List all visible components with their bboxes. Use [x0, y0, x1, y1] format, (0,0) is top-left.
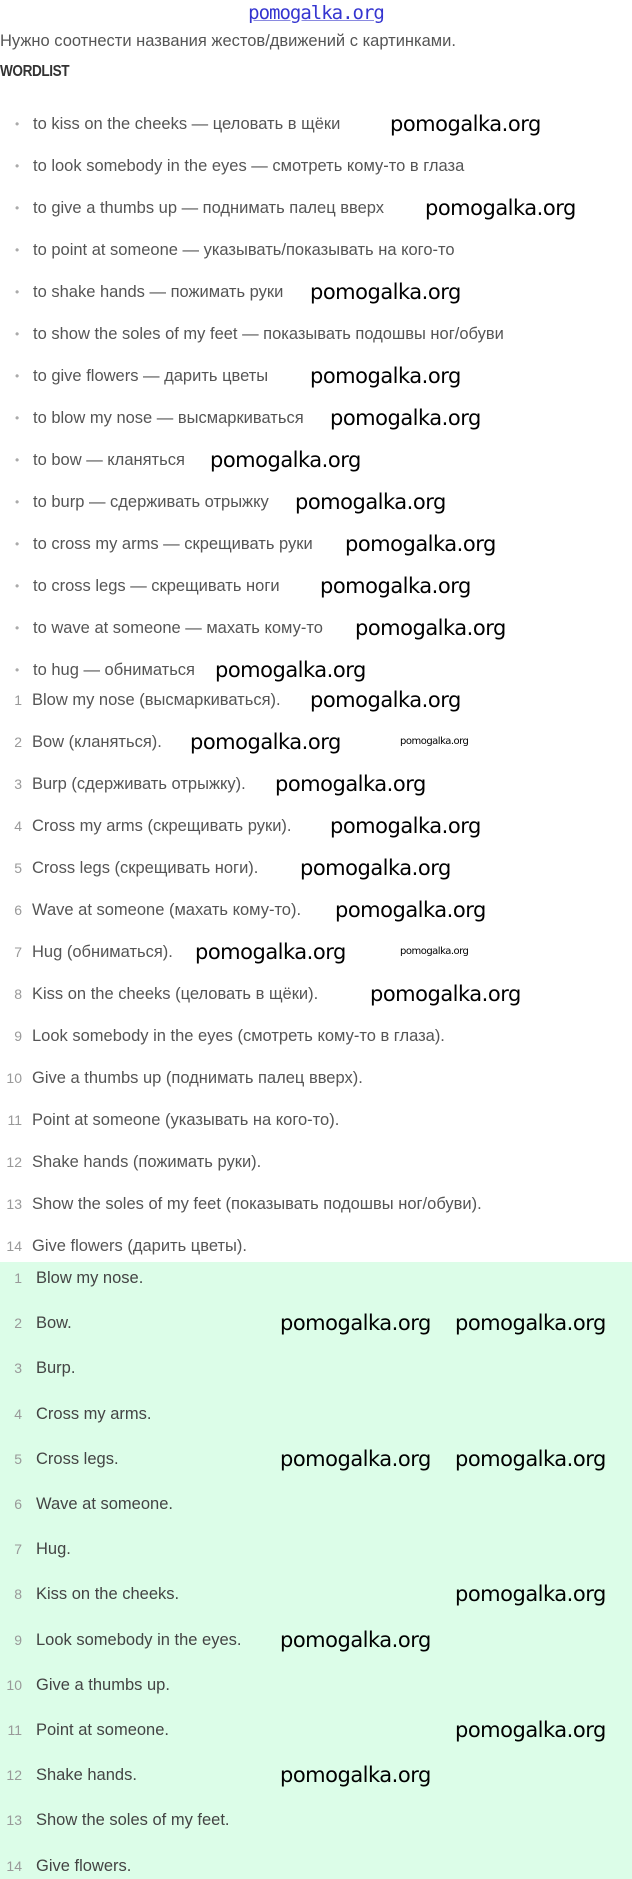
- item-text: Cross legs (скрещивать ноги).: [32, 859, 259, 877]
- instruction-text: Нужно соотнести названия жестов/движений с картинками.: [0, 32, 456, 50]
- watermark-text: pomogalka.org: [215, 658, 366, 682]
- item-number: 4: [14, 1405, 22, 1422]
- item-number: 13: [6, 1812, 22, 1829]
- watermark-text: pomogalka.org: [370, 982, 521, 1006]
- item-text: Point at someone.: [36, 1721, 169, 1739]
- item-number: 2: [14, 1315, 22, 1332]
- bullet-icon: •: [15, 201, 20, 215]
- watermark-text: pomogalka.org: [355, 616, 506, 640]
- wordlist-item-text: to point at someone — указывать/показывать на кого-то: [33, 241, 455, 259]
- watermark-text: pomogalka.org: [345, 532, 496, 556]
- item-number: 1: [14, 692, 22, 708]
- item-number: 11: [7, 1112, 22, 1128]
- wordlist-item-text: to shake hands — пожимать руки: [33, 283, 284, 301]
- item-number: 2: [14, 734, 22, 750]
- watermark-text: pomogalka.org: [280, 1311, 431, 1336]
- item-text: Give flowers.: [36, 1856, 132, 1875]
- item-number: 10: [6, 1070, 22, 1086]
- item-number: 10: [6, 1676, 22, 1693]
- item-number: 5: [14, 1450, 22, 1467]
- item-text: Give flowers (дарить цветы).: [32, 1237, 247, 1255]
- bullet-icon: •: [15, 453, 20, 467]
- wordlist-item-text: to look somebody in the eyes — смотреть кому-то в глаза: [33, 157, 465, 175]
- item-text: Bow.: [36, 1314, 72, 1333]
- watermark-text: pomogalka.org: [390, 112, 541, 136]
- item-number: 14: [6, 1238, 22, 1254]
- watermark-text: pomogalka.org: [280, 1763, 431, 1788]
- watermark-text: pomogalka.org: [280, 1446, 431, 1471]
- item-number: 13: [6, 1196, 22, 1212]
- watermark-text: pomogalka.org: [275, 772, 426, 796]
- item-text: Show the soles of my feet.: [36, 1811, 230, 1830]
- item-text: Wave at someone.: [36, 1495, 173, 1513]
- item-text: Kiss on the cheeks.: [36, 1585, 180, 1604]
- item-text: Cross my arms (скрещивать руки).: [32, 817, 292, 835]
- watermark-text: pomogalka.org: [400, 736, 469, 747]
- wordlist-item-text: to give flowers — дарить цветы: [33, 367, 269, 385]
- wordlist-item-text: to bow — кланяться: [33, 451, 185, 469]
- bullet-icon: •: [15, 285, 20, 299]
- item-number: 9: [14, 1028, 22, 1044]
- bullet-icon: •: [15, 621, 20, 635]
- watermark-text: pomogalka.org: [195, 940, 346, 964]
- watermark-text: pomogalka.org: [425, 196, 576, 220]
- item-text: Point at someone (указывать на кого-то).: [32, 1111, 340, 1129]
- wordlist-item-text: to burp — сдерживать отрыжку: [33, 493, 269, 511]
- watermark-text: pomogalka.org: [320, 574, 471, 598]
- wordlist-item-text: to hug — обниматься: [33, 661, 195, 679]
- item-text: Blow my nose (высмаркиваться).: [32, 691, 281, 709]
- item-number: 3: [14, 1360, 22, 1377]
- item-text: Blow my nose.: [36, 1269, 144, 1287]
- wordlist-item-text: to show the soles of my feet — показывать подошвы ног/обуви: [33, 325, 504, 343]
- wordlist-item-text: to kiss on the cheeks — целовать в щёки: [33, 115, 341, 133]
- item-text: Cross my arms.: [36, 1404, 152, 1423]
- item-text: Bow (кланяться).: [32, 733, 162, 751]
- item-number: 5: [14, 860, 22, 876]
- bullet-icon: •: [15, 159, 20, 173]
- site-watermark-link[interactable]: pomogalka.org: [248, 2, 384, 24]
- watermark-text: pomogalka.org: [455, 1311, 606, 1336]
- bullet-icon: •: [15, 663, 20, 677]
- item-text: Kiss on the cheeks (целовать в щёки).: [32, 985, 319, 1003]
- item-number: 11: [7, 1722, 22, 1738]
- item-text: Burp (сдерживать отрыжку).: [32, 775, 246, 793]
- bullet-icon: •: [15, 117, 20, 131]
- item-number: 14: [6, 1857, 22, 1874]
- item-text: Look somebody in the eyes (смотреть кому-то в глаза).: [32, 1027, 445, 1045]
- watermark-text: pomogalka.org: [455, 1446, 606, 1471]
- item-number: 8: [14, 986, 22, 1002]
- item-text: Cross legs.: [36, 1449, 119, 1468]
- wordlist-item-text: to wave at someone — махать кому-то: [33, 619, 323, 637]
- item-number: 12: [6, 1154, 22, 1170]
- watermark-text: pomogalka.org: [300, 856, 451, 880]
- item-text: Shake hands.: [36, 1766, 137, 1785]
- wordlist-item-text: to cross legs — скрещивать ноги: [33, 577, 280, 595]
- item-text: Hug (обниматься).: [32, 943, 173, 961]
- watermark-text: pomogalka.org: [310, 280, 461, 304]
- watermark-text: pomogalka.org: [190, 730, 341, 754]
- watermark-text: pomogalka.org: [310, 364, 461, 388]
- watermark-text: pomogalka.org: [455, 1582, 606, 1607]
- bullet-icon: •: [15, 369, 20, 383]
- watermark-text: pomogalka.org: [330, 814, 481, 838]
- watermark-text: pomogalka.org: [335, 898, 486, 922]
- bullet-icon: •: [15, 579, 20, 593]
- item-text: Wave at someone (махать кому-то).: [32, 901, 302, 919]
- watermark-text: pomogalka.org: [280, 1627, 431, 1652]
- item-text: Look somebody in the eyes.: [36, 1630, 242, 1649]
- watermark-text: pomogalka.org: [455, 1718, 606, 1742]
- item-number: 12: [6, 1767, 22, 1784]
- item-text: Give a thumbs up (поднимать палец вверх).: [32, 1069, 363, 1087]
- item-number: 6: [14, 902, 22, 918]
- bullet-icon: •: [15, 243, 20, 257]
- watermark-text: pomogalka.org: [310, 688, 461, 712]
- watermark-text: pomogalka.org: [400, 946, 469, 957]
- item-text: Shake hands (пожимать руки).: [32, 1153, 262, 1171]
- item-number: 4: [14, 818, 22, 834]
- wordlist-heading: WORDLIST: [0, 63, 70, 80]
- item-number: 7: [14, 944, 22, 960]
- item-text: Burp.: [36, 1359, 76, 1378]
- watermark-text: pomogalka.org: [295, 490, 446, 514]
- wordlist-item-text: to give a thumbs up — поднимать палец вверх: [33, 199, 384, 217]
- item-number: 3: [14, 776, 22, 792]
- item-number: 6: [14, 1496, 22, 1512]
- watermark-text: pomogalka.org: [210, 448, 361, 472]
- bullet-icon: •: [15, 327, 20, 341]
- bullet-icon: •: [15, 537, 20, 551]
- item-text: Hug.: [36, 1540, 71, 1559]
- item-number: 9: [14, 1631, 22, 1648]
- item-text: Give a thumbs up.: [36, 1675, 170, 1694]
- bullet-icon: •: [15, 411, 20, 425]
- bullet-icon: •: [15, 495, 20, 509]
- watermark-text: pomogalka.org: [330, 406, 481, 430]
- item-number: 8: [14, 1586, 22, 1603]
- item-number: 1: [14, 1270, 22, 1286]
- item-text: Show the soles of my feet (показывать подошвы ног/обуви).: [32, 1195, 482, 1213]
- wordlist-item-text: to blow my nose — высмаркиваться: [33, 409, 304, 427]
- wordlist-item-text: to cross my arms — скрещивать руки: [33, 535, 313, 553]
- item-number: 7: [14, 1541, 22, 1558]
